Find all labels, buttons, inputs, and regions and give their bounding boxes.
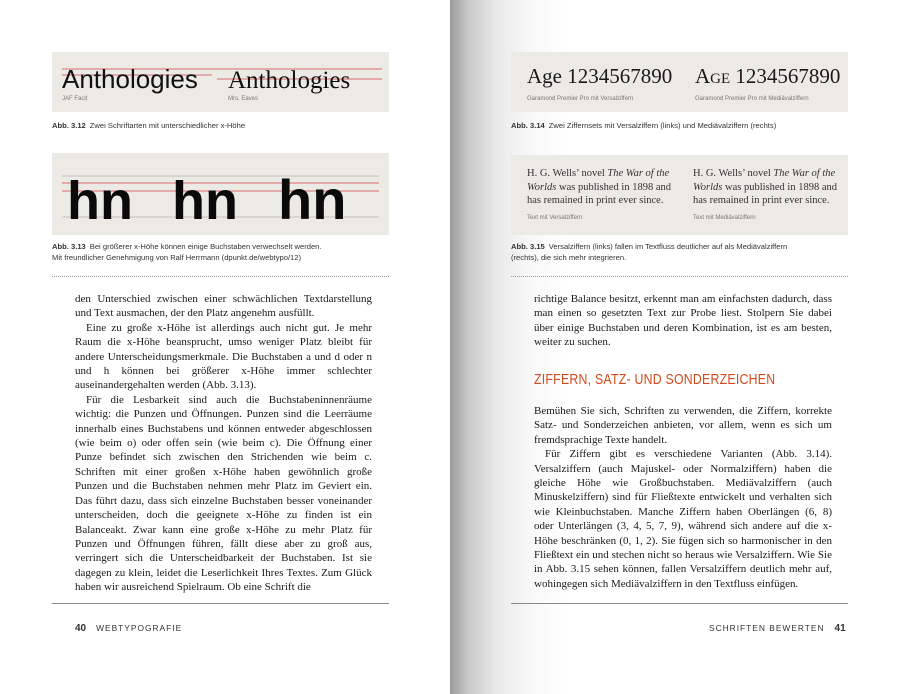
- caption-number: Abb. 3.12: [52, 121, 86, 130]
- sample-mediaevalziffern: Age 1234567890: [695, 64, 841, 88]
- section-heading: ZIFFERN, SATZ- UND SONDERZEICHEN: [534, 371, 776, 388]
- caption-text: Zwei Ziffernsets mit Versalziffern (links) und Mediävalziffern (rechts): [548, 121, 777, 130]
- separator: [511, 276, 848, 277]
- sample-versalziffern: Age 1234567890: [527, 64, 673, 88]
- figure-3-13-illustration: [52, 153, 389, 235]
- font-label-facit: JAF Facit: [62, 96, 88, 102]
- running-title: WEBTYPOGRAFIE: [96, 623, 183, 633]
- sample-hn-3: hn: [278, 168, 347, 231]
- running-title: SCHRIFTEN BEWERTEN: [709, 623, 825, 633]
- paragraph: Für Ziffern gibt es verschiedene Varianten (Abb. 3.14). Versalziffern (auch Majuskel- oder Normalziffern) haben die gleiche Höhe wie Großbuchstaben. Mediävalziffern (auch Minuskelziffern) sind für Fließtexte entwickelt und verhalten sich wie Kleinbuchstaben. Manche Ziffern haben Oberlängen (6, 8) oder Unterlängen (3, 4, 5, 7, 9), während sich andere auf die x-Höhe beschränken (0, 1, 2). Sie fügen sich so harmonischer in den Fließtext ein und stechen nicht so heraus wie Versalziffern. Wie Sie in Abb. 3.15 sehen können, fallen Versalziffern deutlich mehr auf, wohingegen sich Mediävalziffern in den Textfluss einfügen.: [534, 448, 832, 590]
- caption-line-1: Bei größerer x-Höhe können einige Buchstaben verwechselt werden.: [89, 242, 322, 251]
- caption-3-14: [511, 120, 776, 131]
- figure-3-12: [52, 52, 389, 112]
- caption-line-2: Mit freundlicher Genehmigung von Ralf Herrmann (dpunkt.de/webtypo/12): [52, 253, 302, 262]
- footer-rule: [52, 603, 389, 604]
- footer-rule: [511, 603, 848, 604]
- figure-3-13: [52, 153, 389, 235]
- paragraph: Eine zu große x-Höhe ist allerdings auch nicht gut. Je mehr Raum die x-Höhe beansprucht, umso weniger Platz bleibt für andere Unterscheidungsmerkmale. Die Buchstaben a und d oder n und h können bei größerer x-Höhe immer schlechter auseinandergehalten werden (Abb. 3.13).: [75, 321, 372, 392]
- paragraph: richtige Balance besitzt, erkennt man am einfachsten dadurch, dass man einen so gesetzten Text zur Probe liest. Stolpern Sie dabei über einige Buchstaben und deren Kombination, ist es am besten, weiter zu suchen.: [534, 293, 832, 349]
- caption-3-13: [52, 241, 322, 263]
- page-footer-left: [75, 623, 182, 634]
- caption-line-2: (rechts), die sich mehr integrieren.: [511, 253, 627, 262]
- figure-3-15: [511, 155, 848, 235]
- sample-text-versal: H. G. Wells’ novel The War of the Worlds was published in 1898 and has remained in print ever since.: [527, 168, 671, 207]
- caption-number: Abb. 3.13: [52, 242, 86, 251]
- caption-3-15: [511, 241, 787, 263]
- sample-hn-2: hn: [172, 171, 238, 231]
- paragraph: Für die Lesbarkeit sind auch die Buchstabeninnenräume wichtig: die Punzen und Öffnungen. Punzen sind die Leerräume innerhalb eines Buchstabens und können entweder abgeschlossen (wie beim o) oder offen sein (wie beim c). Die Öffnung einer Punze befindet sich zwischen den Strichenden wie beim c. Schriften mit einer großen x-Höhe haben gewöhnlich große Punzen und die Buchstaben nehmen mehr Platz im Geviert ein. Das führt dazu, dass sich einzelne Buchstaben besser voneinander unterscheiden, doch die geeignete x-Höhe zu finden ist ein Balanceakt. Zwar kann eine große x-Höhe zu mehr Platz für Punzen und Öffnungen führen, fällt diese aber zu groß aus, verringert sich die Unterscheidbarkeit der Buchstaben. Ist sie dagegen zu klein, leidet die Leserlichkeit Ihres Textes. Zum Glück haben wir ausreichend Spielraum. Ob eine Schrift die: [75, 393, 372, 594]
- font-label-mrs-eaves: Mrs. Eaves: [228, 96, 259, 102]
- caption-line-1: Versalziffern (links) fallen im Textfluss deutlicher auf als Mediävalziffern: [548, 242, 788, 251]
- caption-number: Abb. 3.15: [511, 242, 545, 251]
- paragraph: den Unterschied zwischen einer schwächlichen Textdarstellung und Text ausmachen, der den Platz angenehm ausfüllt.: [75, 293, 372, 320]
- right-page: [450, 0, 900, 694]
- font-label-mediaeval: Garamond Premier Pro mit Mediävalziffern: [695, 96, 809, 102]
- label-mediaeval: Text mit Mediävalziffern: [693, 215, 756, 221]
- caption-text: Zwei Schriftarten mit unterschiedlicher x-Höhe: [89, 121, 246, 130]
- sample-hn-1: hn: [67, 171, 133, 231]
- figure-3-14: [511, 52, 848, 112]
- right-body-text-top: [534, 292, 832, 350]
- right-body-text: [534, 404, 832, 591]
- left-body-text: [75, 292, 372, 595]
- label-versal: Text mit Versalziffern: [527, 215, 583, 221]
- sample-text-mediaeval: H. G. Wells’ novel The War of the Worlds was published in 1898 and has remained in print ever since.: [693, 168, 837, 207]
- sample-mrs-eaves: Anthologies: [228, 67, 351, 94]
- sample-facit: Anthologies: [62, 64, 198, 94]
- figure-3-12-illustration: [52, 52, 389, 112]
- paragraph: Bemühen Sie sich, Schriften zu verwenden, die Ziffern, korrekte Satz- und Sonderzeichen anbieten, vor allem, wenn es sich um fremdsprachige Texte handelt.: [534, 405, 832, 446]
- page-number: 40: [75, 623, 87, 634]
- separator: [52, 276, 389, 277]
- caption-3-12: [52, 120, 245, 131]
- font-label-versal: Garamond Premier Pro mit Versalziffern: [527, 96, 634, 102]
- page-number: 41: [834, 623, 846, 634]
- caption-number: Abb. 3.14: [511, 121, 545, 130]
- page-footer-right: [709, 623, 846, 634]
